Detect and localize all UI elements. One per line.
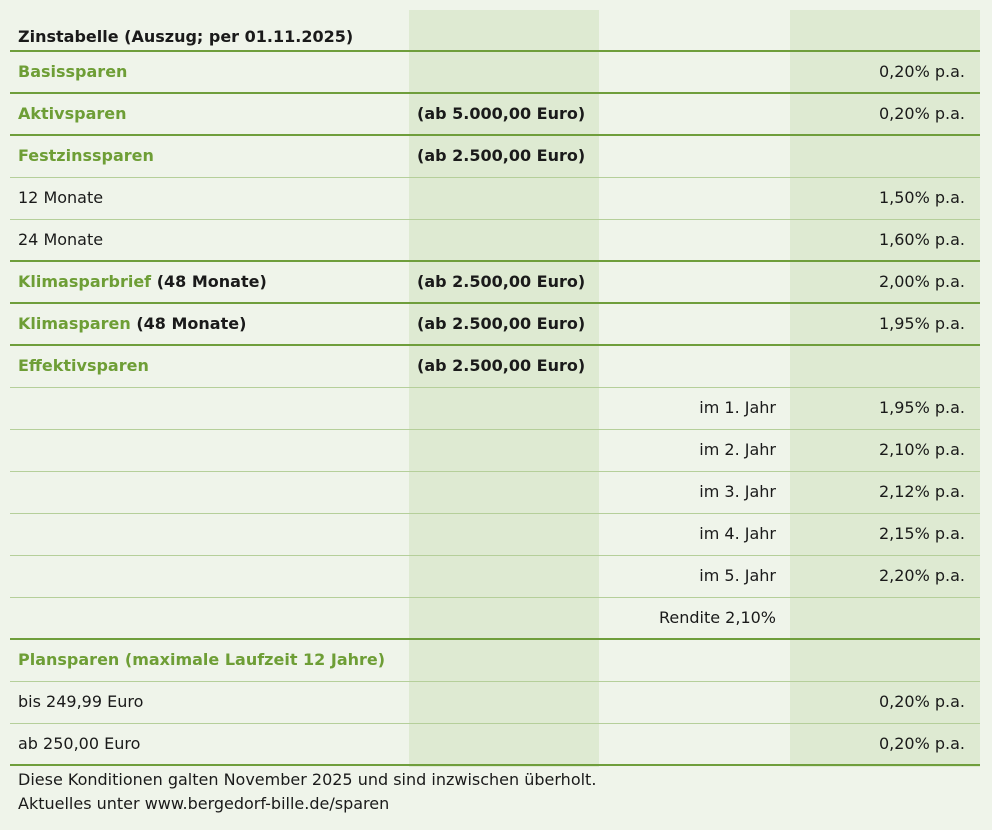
interest-rate: 2,20% p.a.	[790, 555, 980, 597]
tier-label: bis 249,99 Euro	[10, 681, 409, 723]
minimum-deposit: (ab 2.500,00 Euro)	[409, 135, 599, 177]
minimum-deposit: (ab 2.500,00 Euro)	[409, 303, 599, 345]
interest-rate: 1,50% p.a.	[790, 177, 980, 219]
year-label: im 4. Jahr	[599, 513, 790, 555]
minimum-deposit: (ab 2.500,00 Euro)	[409, 345, 599, 387]
table-row	[10, 387, 980, 429]
table-row	[10, 177, 980, 219]
interest-rate: 0,20% p.a.	[790, 681, 980, 723]
rate-table	[10, 10, 980, 766]
table-row	[10, 429, 980, 471]
table-row	[10, 471, 980, 513]
year-label: im 1. Jahr	[599, 387, 790, 429]
interest-rate: 1,95% p.a.	[790, 387, 980, 429]
interest-rate: 0,20% p.a.	[790, 51, 980, 93]
table-row	[10, 723, 980, 765]
interest-rate: 2,15% p.a.	[790, 513, 980, 555]
footnote	[18, 768, 596, 816]
table-row	[10, 681, 980, 723]
minimum-deposit: (ab 5.000,00 Euro)	[409, 93, 599, 135]
table-row	[10, 345, 980, 387]
term-label: 24 Monate	[10, 219, 409, 261]
table-row	[10, 555, 980, 597]
product-name: Effektivsparen	[10, 345, 409, 387]
year-label: im 3. Jahr	[599, 471, 790, 513]
product-name: Klimasparen	[18, 314, 131, 333]
table-title: Zinstabelle (Auszug; per 01.11.2025)	[10, 10, 409, 51]
interest-rate: 2,10% p.a.	[790, 429, 980, 471]
table-row	[10, 513, 980, 555]
footnote-link-text: Aktuelles unter www.bergedorf-bille.de/sparen	[18, 794, 390, 813]
product-name: Aktivsparen	[10, 93, 409, 135]
product-term: (48 Monate)	[151, 272, 267, 291]
table-row	[10, 219, 980, 261]
interest-rate: 2,00% p.a.	[790, 261, 980, 303]
year-label: im 2. Jahr	[599, 429, 790, 471]
interest-rate: 0,20% p.a.	[790, 723, 980, 765]
table-row	[10, 639, 980, 681]
year-label: im 5. Jahr	[599, 555, 790, 597]
term-label: 12 Monate	[10, 177, 409, 219]
minimum-deposit: (ab 2.500,00 Euro)	[409, 261, 599, 303]
table-row	[10, 51, 980, 93]
interest-rate: 0,20% p.a.	[790, 93, 980, 135]
table-row	[10, 303, 980, 345]
yield-label: Rendite 2,10%	[599, 597, 790, 639]
product-name: Basissparen	[10, 51, 409, 93]
product-name: Festzinssparen	[10, 135, 409, 177]
product-name-cell	[10, 261, 409, 303]
footnote-disclaimer: Diese Konditionen galten November 2025 und sind inzwischen überholt.	[18, 770, 597, 789]
rate-table-container	[10, 10, 980, 766]
table-row	[10, 135, 980, 177]
table-row	[10, 261, 980, 303]
table-title-row	[10, 10, 980, 51]
interest-rate: 1,95% p.a.	[790, 303, 980, 345]
product-name-cell	[10, 303, 409, 345]
product-name: Klimasparbrief	[18, 272, 152, 291]
tier-label: ab 250,00 Euro	[10, 723, 409, 765]
table-row	[10, 597, 980, 639]
interest-rate: 2,12% p.a.	[790, 471, 980, 513]
interest-rate: 1,60% p.a.	[790, 219, 980, 261]
product-name: Plansparen (maximale Laufzeit 12 Jahre)	[10, 639, 409, 681]
product-term: (48 Monate)	[130, 314, 247, 333]
table-row	[10, 93, 980, 135]
